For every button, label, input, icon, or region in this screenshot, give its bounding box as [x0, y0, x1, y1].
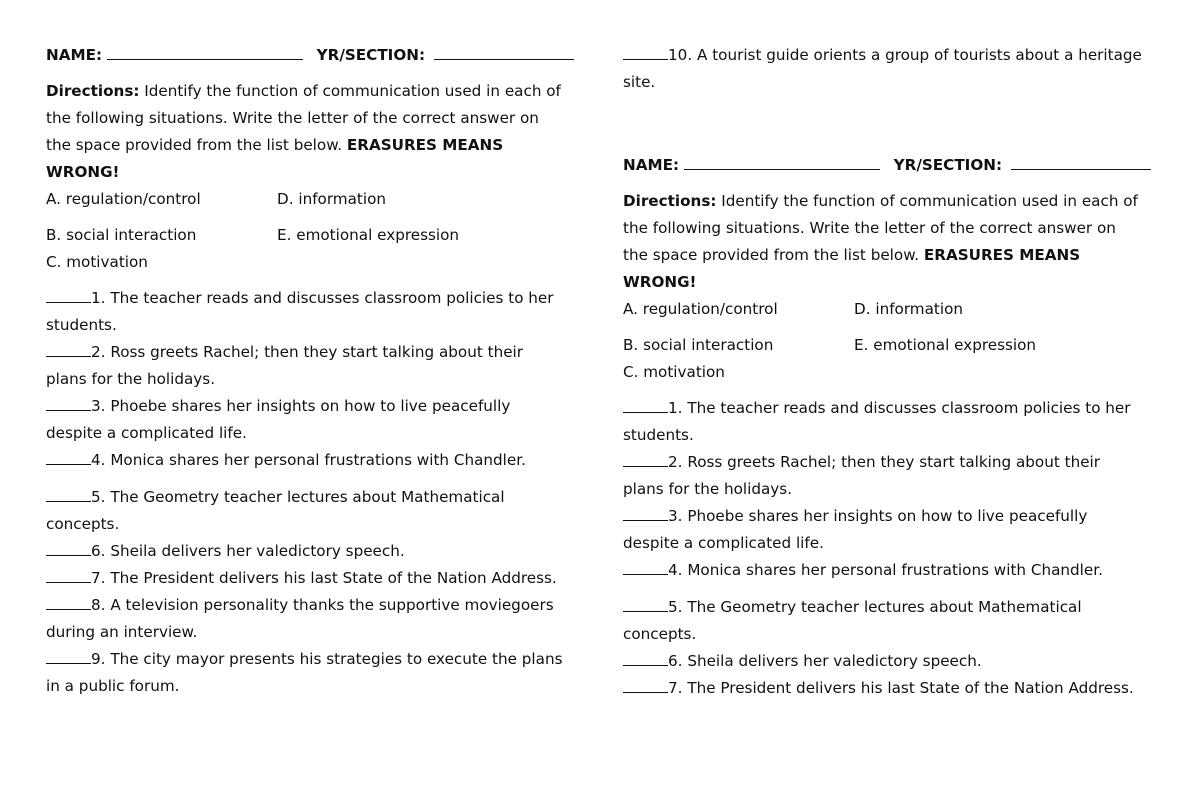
- question-6: [623, 648, 1163, 675]
- question-3-cont: despite a complicated life.: [623, 534, 824, 552]
- answer-blank[interactable]: [46, 650, 91, 664]
- option-e: E. emotional expression: [854, 336, 1037, 354]
- name-blank[interactable]: [684, 155, 880, 170]
- worksheet-left: [46, 42, 586, 700]
- question-10: [623, 42, 1163, 69]
- question-8-cont: during an interview.: [46, 623, 198, 641]
- name-section-header-2: [623, 152, 1163, 179]
- question-3-cont: despite a complicated life.: [46, 424, 247, 442]
- question-text: 2. Ross greets Rachel; then they start talking about their: [668, 453, 1101, 471]
- options-row-1: [623, 296, 1163, 323]
- warning-text: ERASURES MEANS: [346, 136, 504, 154]
- name-blank[interactable]: [107, 45, 303, 60]
- question-text: 1. The teacher reads and discusses classroom policies to her: [668, 399, 1131, 417]
- option-b: B. social interaction: [623, 336, 774, 354]
- answer-blank[interactable]: [46, 451, 91, 465]
- question-8: [46, 592, 586, 619]
- warning-text-2: WRONG!: [623, 273, 697, 291]
- directions: [623, 188, 1163, 215]
- question-1-cont: students.: [46, 316, 117, 334]
- question-text: 2. Ross greets Rachel; then they start talking about their: [91, 343, 524, 361]
- question-text: 4. Monica shares her personal frustrations with Chandler.: [668, 561, 1103, 579]
- directions-line-3: the space provided from the list below.: [623, 246, 920, 264]
- question-10-cont: site.: [623, 73, 656, 91]
- answer-blank[interactable]: [46, 569, 91, 583]
- question-text: 6. Sheila delivers her valedictory speech.: [668, 652, 982, 670]
- directions-label: Directions:: [623, 192, 717, 210]
- directions-line-3: the space provided from the list below.: [46, 136, 343, 154]
- directions-line-3-row: [46, 132, 586, 159]
- answer-blank[interactable]: [46, 596, 91, 610]
- answer-blank[interactable]: [623, 679, 668, 693]
- question-2: [623, 449, 1163, 476]
- question-5: [623, 594, 1163, 621]
- question-2: [46, 339, 586, 366]
- answer-blank[interactable]: [623, 399, 668, 413]
- option-a: A. regulation/control: [46, 190, 201, 208]
- question-3: [46, 393, 586, 420]
- warning-text: ERASURES MEANS: [923, 246, 1081, 264]
- question-4: [46, 447, 586, 474]
- option-c: C. motivation: [623, 363, 725, 381]
- answer-blank[interactable]: [46, 343, 91, 357]
- question-4: [623, 557, 1163, 584]
- question-2-cont: plans for the holidays.: [623, 480, 793, 498]
- question-9: [46, 646, 586, 673]
- section-blank[interactable]: [434, 45, 574, 60]
- question-text: 3. Phoebe shares her insights on how to live peacefully: [668, 507, 1088, 525]
- question-text: 5. The Geometry teacher lectures about Mathematical: [668, 598, 1082, 616]
- option-b: B. social interaction: [46, 226, 197, 244]
- answer-blank[interactable]: [623, 453, 668, 467]
- question-text: 5. The Geometry teacher lectures about Mathematical: [91, 488, 505, 506]
- answer-blank[interactable]: [46, 488, 91, 502]
- question-5-cont: concepts.: [623, 625, 697, 643]
- directions: [46, 78, 586, 105]
- answer-blank[interactable]: [46, 289, 91, 303]
- worksheet-right: [623, 42, 1163, 702]
- question-text: 1. The teacher reads and discusses classroom policies to her: [91, 289, 554, 307]
- question-text: 8. A television personality thanks the supportive moviegoers: [91, 596, 554, 614]
- answer-blank[interactable]: [623, 561, 668, 575]
- question-1: [46, 285, 586, 312]
- option-d: D. information: [277, 190, 387, 208]
- question-7: [623, 675, 1163, 702]
- option-c: C. motivation: [46, 253, 148, 271]
- question-7: [46, 565, 586, 592]
- options-row-1: [46, 186, 586, 213]
- question-3: [623, 503, 1163, 530]
- question-text: 7. The President delivers his last State of the Nation Address.: [91, 569, 557, 587]
- section-label: YR/SECTION:: [316, 46, 426, 64]
- option-d: D. information: [854, 300, 964, 318]
- option-a: A. regulation/control: [623, 300, 778, 318]
- directions-label: Directions:: [46, 82, 140, 100]
- section-label: YR/SECTION:: [893, 156, 1003, 174]
- question-9-cont: in a public forum.: [46, 677, 180, 695]
- question-1: [623, 395, 1163, 422]
- directions-line-3-row: [623, 242, 1163, 269]
- name-label: NAME:: [46, 46, 103, 64]
- option-e: E. emotional expression: [277, 226, 460, 244]
- options-row-2: [623, 332, 1163, 359]
- section-blank[interactable]: [1011, 155, 1151, 170]
- answer-blank[interactable]: [623, 652, 668, 666]
- answer-blank[interactable]: [623, 507, 668, 521]
- directions-line-2: the following situations. Write the letter of the correct answer on: [623, 219, 1116, 237]
- question-2-cont: plans for the holidays.: [46, 370, 216, 388]
- answer-blank[interactable]: [623, 46, 668, 60]
- question-text: 7. The President delivers his last State of the Nation Address.: [668, 679, 1134, 697]
- answer-blank[interactable]: [46, 397, 91, 411]
- question-1-cont: students.: [623, 426, 694, 444]
- question-text: 6. Sheila delivers her valedictory speech.: [91, 542, 405, 560]
- question-text: 4. Monica shares her personal frustrations with Chandler.: [91, 451, 526, 469]
- directions-line-1: Identify the function of communication used in each of: [144, 82, 561, 100]
- question-text: 3. Phoebe shares her insights on how to live peacefully: [91, 397, 511, 415]
- answer-blank[interactable]: [623, 598, 668, 612]
- answer-blank[interactable]: [46, 542, 91, 556]
- warning-text-2: WRONG!: [46, 163, 120, 181]
- name-label: NAME:: [623, 156, 680, 174]
- question-5: [46, 484, 586, 511]
- question-6: [46, 538, 586, 565]
- question-5-cont: concepts.: [46, 515, 120, 533]
- name-section-header: [46, 42, 586, 69]
- directions-line-1: Identify the function of communication used in each of: [721, 192, 1138, 210]
- options-row-2: [46, 222, 586, 249]
- question-text: 10. A tourist guide orients a group of tourists about a heritage: [668, 46, 1142, 64]
- directions-line-2: the following situations. Write the letter of the correct answer on: [46, 109, 539, 127]
- question-text: 9. The city mayor presents his strategies to execute the plans: [91, 650, 563, 668]
